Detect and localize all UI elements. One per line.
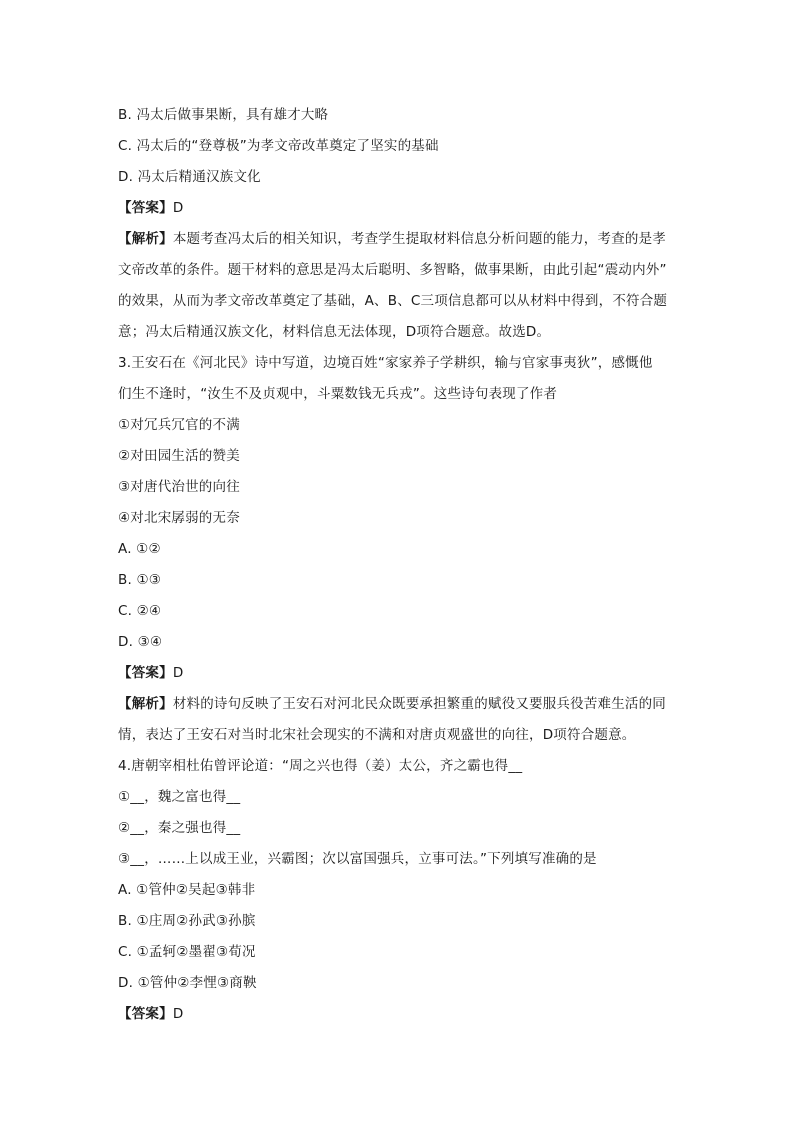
q3-option-c: C. ②④ xyxy=(118,603,162,619)
q3-analysis-line: 情，表达了王安石对当时北宋社会现实的不满和对唐贞观盛世的向往，D项符合题意。 xyxy=(118,727,636,743)
q3-option-b: B. ①③ xyxy=(118,572,162,588)
q4-option-c: C. ①孟轲②墨翟③荀况 xyxy=(118,944,256,960)
q3-answer-value: D xyxy=(172,665,184,681)
q4-answer-label: 【答案】 xyxy=(118,1006,173,1022)
q4-option-d: D. ①管仲②李悝③商鞅 xyxy=(118,975,257,991)
q3-stem-line: 们生不逢时，“汝生不及贞观中，斗粟数钱无兵戎”。这些诗句表现了作者 xyxy=(118,386,558,402)
q2-answer xyxy=(118,193,678,224)
q2-option-b: B. 冯太后做事果断，具有雄才大略 xyxy=(118,107,329,123)
q4-stem-line: ①__，魏之富也得__ xyxy=(118,789,241,805)
q3-analysis-text: 材料的诗句反映了王安石对河北民众既要承担繁重的赋役又要服兵役苦难生活的同 xyxy=(172,696,667,712)
document-page xyxy=(118,100,678,1030)
q4-answer xyxy=(118,999,678,1030)
q2-analysis-text: 本题考查冯太后的相关知识，考查学生提取材料信息分析问题的能力，考查的是孝 xyxy=(172,231,667,247)
q3-item: ①对冗兵冗官的不满 xyxy=(118,417,240,433)
q3-stem-line: 3.王安石在《河北民》诗中写道，边境百姓“家家养子学耕织，输与官家事夷狄”，感慨他 xyxy=(118,355,653,371)
q2-analysis-line: 文帝改革的条件。题干材料的意思是冯太后聪明、多智略，做事果断，由此引起“震动内外” xyxy=(118,262,667,278)
q3-item: ④对北宋孱弱的无奈 xyxy=(118,510,240,526)
q3-item: ②对田园生活的赞美 xyxy=(118,448,240,464)
q2-answer-value: D xyxy=(172,200,184,216)
q2-option-d: D. 冯太后精通汉族文化 xyxy=(118,169,261,185)
q3-answer xyxy=(118,658,678,689)
q2-analysis-line xyxy=(118,224,678,255)
q4-answer-value: D xyxy=(172,1006,184,1022)
q3-analysis-label: 【解析】 xyxy=(118,696,173,712)
q2-analysis-line: 的效果，从而为孝文帝改革奠定了基础，A、B、C三项信息都可以从材料中得到，不符合题 xyxy=(118,293,668,309)
q3-option-d: D. ③④ xyxy=(118,634,163,650)
q4-stem-line: ②__，秦之强也得__ xyxy=(118,820,241,836)
q3-answer-label: 【答案】 xyxy=(118,665,173,681)
q4-option-a: A. ①管仲②吴起③韩非 xyxy=(118,882,256,898)
q2-analysis-label: 【解析】 xyxy=(118,231,173,247)
q3-option-a: A. ①② xyxy=(118,541,161,557)
q2-answer-label: 【答案】 xyxy=(118,200,173,216)
q4-stem-line: ③__，……上以成王业，兴霸图；次以富国强兵，立事可法。”下列填写准确的是 xyxy=(118,851,597,867)
q3-analysis-line xyxy=(118,689,678,720)
q2-option-c: C. 冯太后的“登尊极”为孝文帝改革奠定了坚实的基础 xyxy=(118,138,439,154)
q4-option-b: B. ①庄周②孙武③孙膑 xyxy=(118,913,256,929)
q3-item: ③对唐代治世的向往 xyxy=(118,479,240,495)
q2-analysis-line: 意；冯太后精通汉族文化，材料信息无法体现，D项符合题意。故选D。 xyxy=(118,324,551,340)
q4-stem-line: 4.唐朝宰相杜佑曾评论道：“周之兴也得（姜）太公，齐之霸也得__ xyxy=(118,758,523,774)
